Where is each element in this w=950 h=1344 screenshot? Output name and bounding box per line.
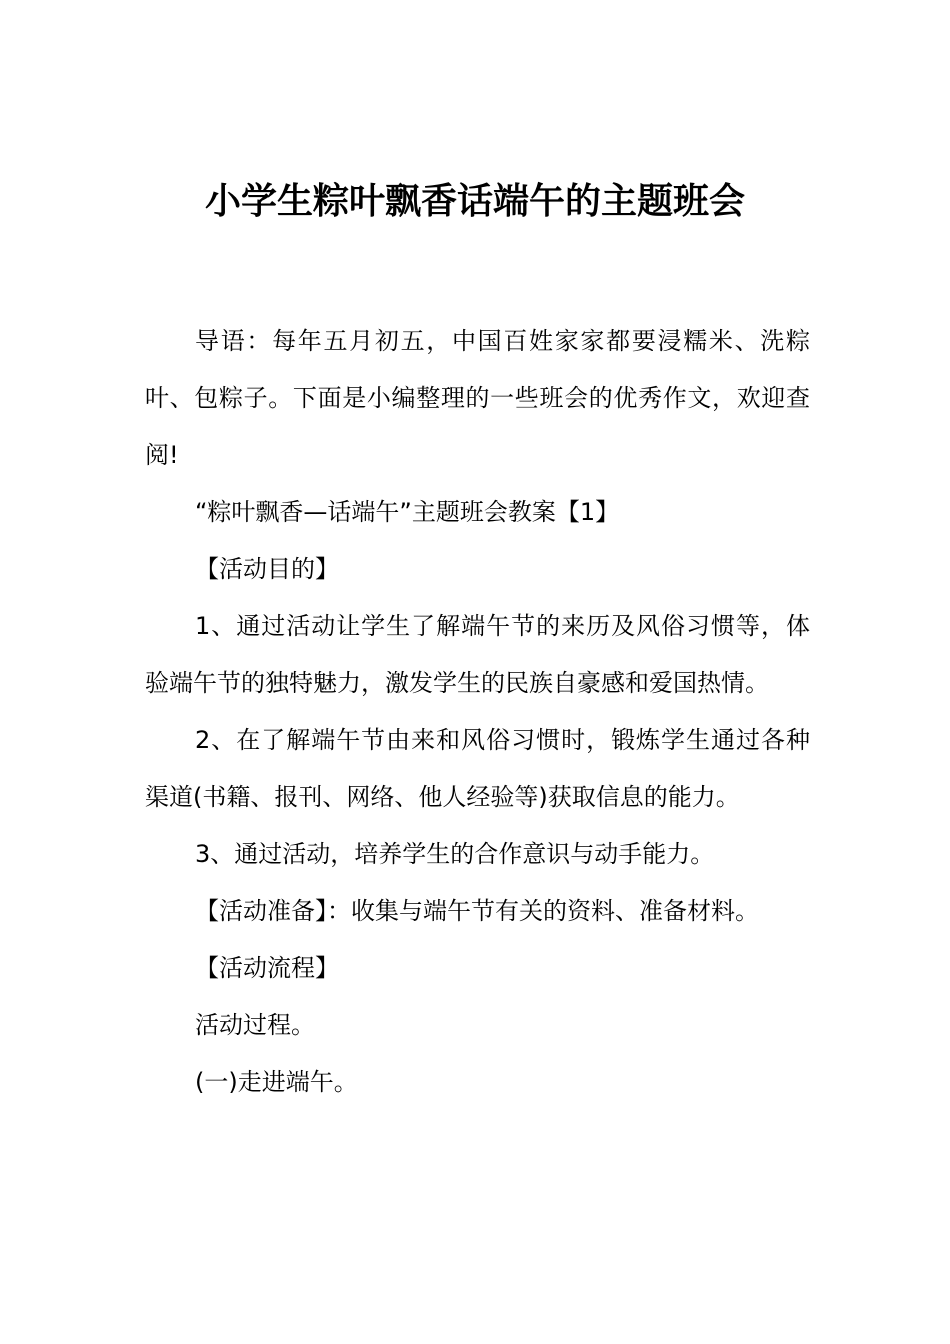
purpose-item-2: 2、在了解端午节由来和风俗习惯时，锻炼学生通过各种渠道(书籍、报刊、网络、他人经验等)获取信息的能力。 xyxy=(145,726,810,811)
process-step-1: (一)走进端午。 xyxy=(195,1068,358,1096)
purpose-item-3: 3、通过活动，培养学生的合作意识与动手能力。 xyxy=(195,840,715,868)
document-body xyxy=(145,313,810,1111)
purpose-item-1: 1、通过活动让学生了解端午节的来历及风俗习惯等，体验端午节的独特魅力，激发学生的民族自豪感和爱国热情。 xyxy=(145,612,810,697)
process-label: 活动过程。 xyxy=(195,1011,315,1039)
lesson-plan-heading: “粽叶飘香—话端午”主题班会教案【1】 xyxy=(195,498,620,526)
section-heading-purpose: 【活动目的】 xyxy=(195,555,339,583)
section-preparation: 【活动准备】：收集与端午节有关的资料、准备材料。 xyxy=(195,897,759,925)
section-heading-process: 【活动流程】 xyxy=(195,954,339,982)
intro-paragraph: 导语：每年五月初五，中国百姓家家都要浸糯米、洗粽叶、包粽子。下面是小编整理的一些班会的优秀作文，欢迎查阅! xyxy=(145,327,810,469)
document-title: 小学生粽叶飘香话端午的主题班会 xyxy=(204,181,745,222)
